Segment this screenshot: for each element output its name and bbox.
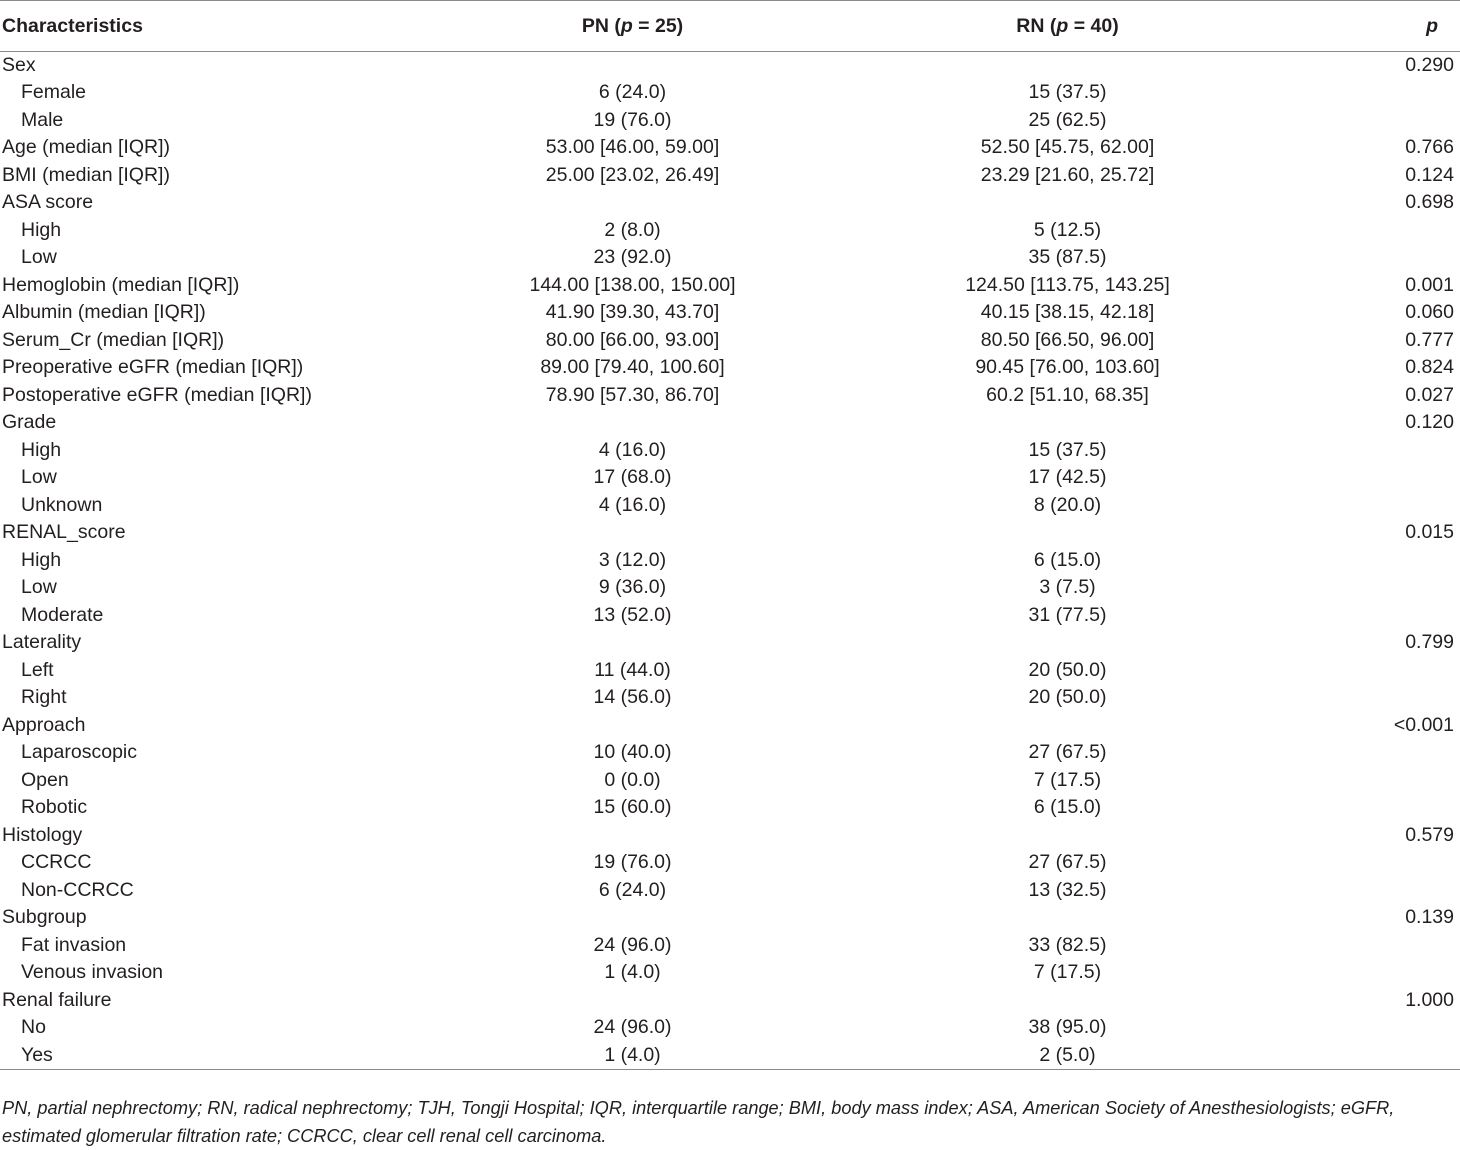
row-label: Grade [2,411,57,434]
row-label: Yes [0,1042,490,1070]
p-value: 0.124 [1405,163,1454,186]
rn-value: 35 (87.5) [1028,246,1107,269]
p-value [1360,739,1460,767]
pn-value [490,519,775,547]
table-row [0,437,1460,465]
row-label: Subgroup [2,906,87,929]
rn-value: 31 (77.5) [1028,603,1107,626]
p-value: 1.000 [1405,988,1454,1011]
pn-value [490,822,775,850]
p-value [1360,574,1460,602]
row-label: Female [21,81,87,104]
row-label: Right [21,686,67,709]
rn-value: 2 (5.0) [775,1042,1360,1070]
row-label: Venous invasion [21,961,164,984]
rn-value [775,904,1360,932]
p-value [1360,849,1460,877]
table-row [0,1014,1460,1042]
rn-value [775,629,1360,657]
table-row [0,409,1460,437]
pn-value: 13 (52.0) [593,603,672,626]
table-row [0,107,1460,135]
p-value [1360,1042,1460,1070]
table-row [0,849,1460,877]
rn-value: 25 (62.5) [1028,108,1107,131]
pn-value: 3 (12.0) [598,548,667,571]
row-label: Preoperative eGFR (median [IQR]) [2,356,304,379]
rn-value: 7 (17.5) [1033,961,1102,984]
pn-value: 4 (16.0) [598,438,667,461]
rn-value: 124.50 [113.75, 143.25] [965,273,1170,296]
p-value [1360,217,1460,245]
p-value: 0.799 [1405,631,1454,654]
pn-value: 80.00 [66.00, 93.00] [545,328,720,351]
row-label: High [21,438,62,461]
p-value [1360,464,1460,492]
p-value [1360,547,1460,575]
row-label: Low [21,466,57,489]
p-value [1360,244,1460,272]
p-value: 0.777 [1405,328,1454,351]
rn-value: 80.50 [66.50, 96.00] [980,328,1155,351]
row-label: Unknown [21,493,103,516]
rn-value: 13 (32.5) [1028,878,1107,901]
rn-value [775,519,1360,547]
p-value [1360,79,1460,107]
row-label: Male [21,108,64,131]
pn-value [490,629,775,657]
p-value [1360,602,1460,630]
pn-value: 53.00 [46.00, 59.00] [545,136,720,159]
header-p-value: p [1360,1,1460,52]
p-value: 0.139 [1405,906,1454,929]
p-value: 0.824 [1405,356,1454,379]
row-label: Laparoscopic [21,741,137,764]
table-row [0,877,1460,905]
pn-value: 19 (76.0) [593,851,672,874]
pn-value: 41.90 [39.30, 43.70] [545,301,720,324]
p-value: 0.120 [1405,411,1454,434]
rn-value: 38 (95.0) [1028,1016,1107,1039]
table-row [0,574,1460,602]
row-label: Renal failure [2,988,112,1011]
rn-value: 6 (15.0) [1033,796,1102,819]
row-label: High [21,218,62,241]
row-label: Open [21,768,69,791]
row-label: Approach [2,713,86,736]
row-label: CCRCC [21,851,92,874]
rn-value: 27 (67.5) [1028,851,1107,874]
p-value: 0.579 [1405,823,1454,846]
table-row [0,519,1460,547]
p-value [1360,657,1460,685]
p-value: 0.766 [1405,136,1454,159]
table-row [0,629,1460,657]
p-value [1360,492,1460,520]
pn-value [490,189,775,217]
pn-value: 6 (24.0) [598,878,667,901]
pn-value: 2 (8.0) [604,218,661,241]
table-row [0,464,1460,492]
p-value: 0.001 [1405,273,1454,296]
row-label: Moderate [21,603,104,626]
p-value: 0.060 [1405,301,1454,324]
row-label: No [21,1016,46,1039]
table-row [0,217,1460,245]
table-row [0,354,1460,382]
p-value [1360,107,1460,135]
pn-value: 10 (40.0) [593,741,672,764]
table-row [0,712,1460,740]
row-label: Laterality [2,631,82,654]
header-row [0,1,1460,52]
table-row [0,134,1460,162]
rn-value: 3 (7.5) [1039,576,1096,599]
rn-value: 5 (12.5) [1033,218,1102,241]
p-value [1360,794,1460,822]
table-row [0,244,1460,272]
p-value [1360,1014,1460,1042]
table-row [0,79,1460,107]
p-value: 0.698 [1405,191,1454,214]
header-rn: RN (p = 40) [775,1,1360,52]
p-value [1360,437,1460,465]
p-value: 0.015 [1405,521,1454,544]
table-row [0,327,1460,355]
table-footnote: PN, partial nephrectomy; RN, radical nephrectomy; TJH, Tongji Hospital; IQR, interquartile range; BMI, body mass index; ASA, American Society of Anesthesiologists; eGFR, estimated glomerular filtration rate; CCRCC, clear cell renal cell carcinoma. [2,1098,1395,1146]
table-row [0,52,1460,80]
row-label: Low [21,246,57,269]
row-label: Left [21,658,54,681]
pn-value [490,409,775,437]
row-label: High [21,548,62,571]
p-value [1360,959,1460,987]
table-row [0,932,1460,960]
rn-value: 52.50 [45.75, 62.00] [980,136,1155,159]
rn-value [775,822,1360,850]
row-label: Sex [2,54,36,76]
pn-value: 24 (96.0) [593,933,672,956]
rn-value: 15 (37.5) [1028,438,1107,461]
row-label: ASA score [2,191,94,214]
table-row [0,767,1460,795]
pn-value: 9 (36.0) [598,576,667,599]
table-row [0,987,1460,1015]
rn-value: 60.2 [51.10, 68.35] [986,383,1149,406]
table-body [0,52,1460,1070]
pn-value: 17 (68.0) [593,466,672,489]
row-label: Non-CCRCC [21,878,134,901]
pn-value [490,52,775,80]
pn-value: 11 (44.0) [594,658,671,681]
table-row [0,189,1460,217]
table-row [0,794,1460,822]
row-label: Fat invasion [21,933,127,956]
rn-value [775,987,1360,1015]
rn-value [775,712,1360,740]
table-row [0,299,1460,327]
pn-value [490,987,775,1015]
pn-value: 15 (60.0) [593,796,672,819]
p-value [1360,767,1460,795]
rn-value: 17 (42.5) [1028,466,1107,489]
rn-value: 90.45 [76.00, 103.60] [975,356,1160,379]
pn-value: 25.00 [23.02, 26.49] [545,163,720,186]
p-value: <0.001 [1393,713,1454,736]
row-label: Serum_Cr (median [IQR]) [2,328,225,351]
rn-value [775,52,1360,80]
rn-value [775,189,1360,217]
table-row [0,602,1460,630]
table-row [0,547,1460,575]
pn-value: 89.00 [79.40, 100.60] [540,356,725,379]
pn-value: 23 (92.0) [593,246,672,269]
row-label: Age (median [IQR]) [2,136,170,159]
rn-value: 6 (15.0) [1033,548,1102,571]
table-row [0,739,1460,767]
table-row [0,382,1460,410]
table-row [0,162,1460,190]
row-label: Low [21,576,57,599]
p-value: 0.290 [1405,54,1454,76]
table-row [0,272,1460,300]
pn-value: 1 (4.0) [604,961,661,984]
pn-value: 144.00 [138.00, 150.00] [529,273,736,296]
row-label: Robotic [21,796,88,819]
rn-value: 8 (20.0) [1033,493,1102,516]
table-row [0,904,1460,932]
rn-value: 20 (50.0) [1028,686,1107,709]
rn-value: 23.29 [21.60, 25.72] [980,163,1155,186]
header-characteristics: Characteristics [0,1,490,52]
pn-value: 24 (96.0) [593,1016,672,1039]
table-row [0,657,1460,685]
table-row [0,1042,1460,1070]
pn-value: 14 (56.0) [593,686,672,709]
p-value [1360,932,1460,960]
table-row [0,492,1460,520]
row-label: Hemoglobin (median [IQR]) [2,273,240,296]
rn-value [775,409,1360,437]
p-value [1360,684,1460,712]
rn-value: 33 (82.5) [1028,933,1107,956]
rn-value: 7 (17.5) [1033,768,1102,791]
table-row [0,684,1460,712]
pn-value [490,712,775,740]
pn-value: 4 (16.0) [598,493,667,516]
row-label: RENAL_score [2,521,126,544]
p-value: 0.027 [1405,383,1454,406]
pn-value: 78.90 [57.30, 86.70] [545,383,720,406]
rn-value: 20 (50.0) [1028,658,1107,681]
rn-value: 27 (67.5) [1028,741,1107,764]
pn-value [490,904,775,932]
header-pn: PN (p = 25) [490,1,775,52]
table-row [0,959,1460,987]
row-label: BMI (median [IQR]) [2,163,170,186]
rn-value: 15 (37.5) [1028,81,1107,104]
pn-value: 6 (24.0) [598,81,667,104]
table-row [0,822,1460,850]
rn-value: 40.15 [38.15, 42.18] [980,301,1155,324]
pn-value: 0 (0.0) [604,768,661,791]
pn-value: 1 (4.0) [490,1042,775,1070]
pn-value: 19 (76.0) [593,108,672,131]
p-value [1360,877,1460,905]
row-label: Albumin (median [IQR]) [2,301,206,324]
row-label: Histology [2,823,83,846]
row-label: Postoperative eGFR (median [IQR]) [2,383,312,406]
